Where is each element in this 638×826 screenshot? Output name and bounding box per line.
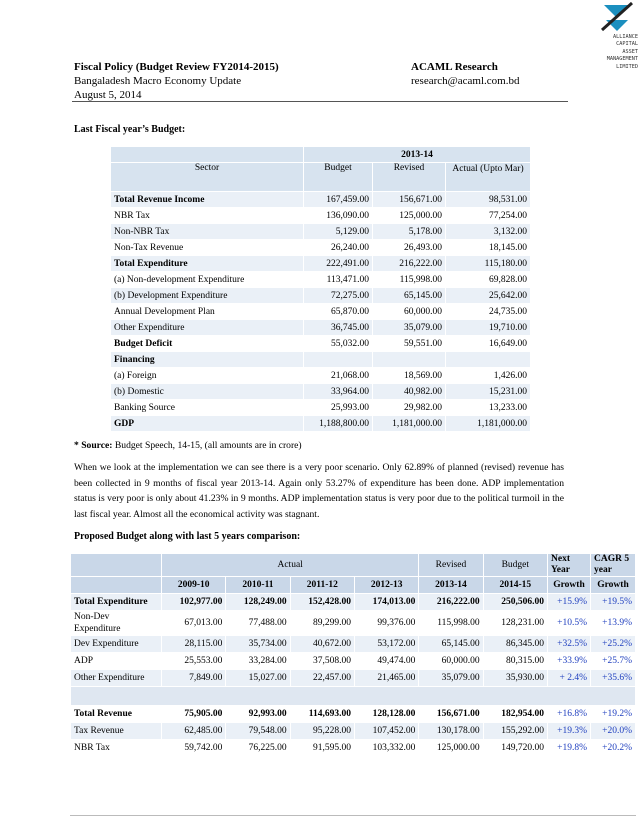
table-header-row [71,577,636,594]
logo-line: MANAGEMENT [606,56,638,63]
next-year-growth: +10.5% [548,611,591,636]
source-text: Budget Speech, 14-15, (all amounts are in crore) [112,440,302,451]
year-value: 76,225.00 [226,740,290,757]
year-value: 25,553.00 [162,653,226,670]
logo-mark-icon [600,2,634,32]
year-value: 156,671.00 [419,706,483,723]
year-value: 128,249.00 [226,594,290,611]
budget-value: 65,870.00 [304,304,373,320]
table-row [71,594,636,611]
table-row [111,400,531,416]
row-label: Dev Expenditure [71,636,162,653]
year-value: 182,954.00 [483,706,547,723]
analysis-paragraph: When we look at the implementation we can see there is a very poor scenario. Only 62.89% of planned (revised) revenue has been collected in 9 months of fiscal year 2013-14. Again only 53.27% of expenditure has been done. ADP implementation status is very poor is only about 41.23% in 9 months. ADP implementation status is very poor due to the political turmoil in the last fiscal year. Almost all the economical activity was stagnant. [74,462,564,520]
budget-value: 26,240.00 [304,240,373,256]
actual-value: 19,710.00 [446,320,531,336]
year-value: 53,172.00 [354,636,418,653]
actual-value: 98,531.00 [446,192,531,208]
revised-value: 29,982.00 [373,400,446,416]
revised-value: 26,493.00 [373,240,446,256]
budget-value: 113,471.00 [304,272,373,288]
budget-value: 21,068.00 [304,368,373,384]
budget-value: 1,188,800.00 [304,416,373,432]
revised-value: 1,181,000.00 [373,416,446,432]
spacer-row [71,687,636,706]
revised-header: Revised [373,163,446,192]
table-header-row [111,163,531,192]
table-row [111,304,531,320]
year-value: 59,742.00 [162,740,226,757]
source-note [74,440,302,451]
actual-value: 1,426.00 [446,368,531,384]
year-value: 62,485.00 [162,723,226,740]
year-value: 75,905.00 [162,706,226,723]
table-row [71,740,636,757]
table-row [71,611,636,636]
revised-value: 216,222.00 [373,256,446,272]
year-header: 2014-15 [483,577,547,594]
year-value: 67,013.00 [162,611,226,636]
table-row [111,384,531,400]
actual-value: 25,642.00 [446,288,531,304]
row-label: GDP [111,416,304,432]
budget-value: 72,275.00 [304,288,373,304]
cagr-growth: +19.2% [591,706,636,723]
year-header: 2013-14 [419,577,483,594]
table-row [71,706,636,723]
year-value: 35,930.00 [483,670,547,687]
cagr-growth: +35.6% [591,670,636,687]
row-label: Total Expenditure [111,256,304,272]
cagr-growth: +25.7% [591,653,636,670]
year-value: 102,977.00 [162,594,226,611]
year-value: 28,115.00 [162,636,226,653]
row-label: Annual Development Plan [111,304,304,320]
budget-value: 36,745.00 [304,320,373,336]
logo-line: ASSET [622,48,638,55]
research-contact [411,60,519,88]
year-value: 91,595.00 [290,740,354,757]
next-year-growth: +19.8% [548,740,591,757]
year-value: 250,506.00 [483,594,547,611]
revised-value [373,352,446,368]
next-year-growth: +33.9% [548,653,591,670]
logo-line: CAPITAL [616,41,638,48]
year-value: 49,474.00 [354,653,418,670]
cagr-growth: +20.2% [591,740,636,757]
logo-line: ALLIANCE [613,34,638,40]
report-title: Fiscal Policy (Budget Review FY2014-2015) [74,61,279,73]
revised-value: 40,982.00 [373,384,446,400]
revised-value: 156,671.00 [373,192,446,208]
row-label: (a) Foreign [111,368,304,384]
actual-value: 16,649.00 [446,336,531,352]
row-label: Total Expenditure [71,594,162,611]
actual-value: 115,180.00 [446,256,531,272]
next-year-growth: +15.9% [548,594,591,611]
year-value: 33,284.00 [226,653,290,670]
budget-value: 25,993.00 [304,400,373,416]
table-row [111,272,531,288]
year-header: 2009-10 [162,577,226,594]
table-row [111,320,531,336]
year-header: 2012-13 [354,577,418,594]
period-header: 2013-14 [304,147,531,163]
year-value: 65,145.00 [419,636,483,653]
year-value: 216,222.00 [419,594,483,611]
cagr-growth: +25.2% [591,636,636,653]
table-row [111,224,531,240]
last-budget-table [110,146,531,432]
header-divider [72,101,568,102]
year-value: 152,428.00 [290,594,354,611]
year-value: 15,027.00 [226,670,290,687]
logo-text [592,34,638,71]
revised-value: 59,551.00 [373,336,446,352]
year-value: 92,993.00 [226,706,290,723]
budget-value: 55,032.00 [304,336,373,352]
row-label: Other Expenditure [71,670,162,687]
budget-value [304,352,373,368]
table-row [71,723,636,740]
next-year-growth: + 2.4% [548,670,591,687]
table-row [111,192,531,208]
cagr-growth: +13.9% [591,611,636,636]
revised-value: 115,998.00 [373,272,446,288]
revised-value: 60,000.00 [373,304,446,320]
row-label: (a) Non-development Expenditure [111,272,304,288]
actual-group-header: Actual [162,554,419,577]
table-row [111,240,531,256]
year-header: 2010-11 [226,577,290,594]
comparison-table [70,553,636,757]
cagr-growth: +19.5% [591,594,636,611]
row-label: Total Revenue [71,706,162,723]
logo-line: LIMITED [616,63,638,70]
actual-value: 15,231.00 [446,384,531,400]
table-row [111,368,531,384]
year-value: 115,998.00 [419,611,483,636]
next-year-growth: +16.8% [548,706,591,723]
row-label: NBR Tax [71,740,162,757]
table-row [71,636,636,653]
year-value: 155,292.00 [483,723,547,740]
table-row [111,416,531,432]
row-label: Non-Tax Revenue [111,240,304,256]
footer-divider [70,815,636,816]
budget-value: 136,090.00 [304,208,373,224]
actual-value: 3,132.00 [446,224,531,240]
section-title-last-budget: Last Fiscal year’s Budget: [74,124,186,135]
row-label: ADP [71,653,162,670]
table-header-row [111,147,531,163]
revised-value: 65,145.00 [373,288,446,304]
year-value: 174,013.00 [354,594,418,611]
row-label: Other Expenditure [111,320,304,336]
year-value: 89,299.00 [290,611,354,636]
revised-value: 18,569.00 [373,368,446,384]
row-label: Financing [111,352,304,368]
row-label: Banking Source [111,400,304,416]
actual-value: 24,735.00 [446,304,531,320]
year-value: 37,508.00 [290,653,354,670]
budget-header: Budget [304,163,373,192]
year-value: 125,000.00 [419,740,483,757]
revised-group-header: Revised [419,554,483,577]
table-row [111,336,531,352]
year-value: 7,849.00 [162,670,226,687]
email-address: research@acaml.com.bd [411,75,520,87]
year-value: 149,720.00 [483,740,547,757]
growth-header: Growth [548,577,591,594]
report-header [74,60,279,102]
row-label: Non-NBR Tax [111,224,304,240]
budget-value: 33,964.00 [304,384,373,400]
budget-value: 5,129.00 [304,224,373,240]
table-row [111,288,531,304]
revised-value: 125,000.00 [373,208,446,224]
table-row [111,256,531,272]
year-value: 60,000.00 [419,653,483,670]
budget-value: 167,459.00 [304,192,373,208]
year-value: 95,228.00 [290,723,354,740]
growth-header: Growth [591,577,636,594]
year-header: 2011-12 [290,577,354,594]
year-value: 128,231.00 [483,611,547,636]
year-value: 80,315.00 [483,653,547,670]
report-subtitle: Bangaladesh Macro Economy Update [74,75,242,87]
table-row [71,653,636,670]
budget-group-header: Budget [483,554,547,577]
sector-header: Sector [111,163,304,192]
cagr-growth: +20.0% [591,723,636,740]
table-row [111,352,531,368]
row-label: (b) Development Expenditure [111,288,304,304]
year-value: 99,376.00 [354,611,418,636]
year-value: 22,457.00 [290,670,354,687]
year-value: 103,332.00 [354,740,418,757]
year-value: 114,693.00 [290,706,354,723]
table-row [71,670,636,687]
row-label: Budget Deficit [111,336,304,352]
row-label: (b) Domestic [111,384,304,400]
year-value: 35,734.00 [226,636,290,653]
company-logo [592,2,638,82]
cagr-header: CAGR 5 year [591,554,636,577]
actual-value: 18,145.00 [446,240,531,256]
actual-value: 77,254.00 [446,208,531,224]
table-header-row [71,554,636,577]
budget-value: 222,491.00 [304,256,373,272]
next-year-growth: +19.3% [548,723,591,740]
year-value: 86,345.00 [483,636,547,653]
row-label: NBR Tax [111,208,304,224]
actual-value: 69,828.00 [446,272,531,288]
year-value: 128,128.00 [354,706,418,723]
year-value: 77,488.00 [226,611,290,636]
year-value: 107,452.00 [354,723,418,740]
row-label: Non-Dev Expenditure [71,611,162,636]
row-label: Total Revenue Income [111,192,304,208]
section-title-comparison: Proposed Budget along with last 5 years comparison: [74,531,301,542]
org-name: ACAML Research [411,61,498,73]
report-date: August 5, 2014 [74,89,142,101]
year-value: 35,079.00 [419,670,483,687]
table-row [111,208,531,224]
actual-value: 13,233.00 [446,400,531,416]
row-label: Tax Revenue [71,723,162,740]
revised-value: 35,079.00 [373,320,446,336]
revised-value: 5,178.00 [373,224,446,240]
year-value: 21,465.00 [354,670,418,687]
actual-header: Actual (Upto Mar) [446,163,531,192]
actual-value: 1,181,000.00 [446,416,531,432]
next-year-growth: +32.5% [548,636,591,653]
year-value: 40,672.00 [290,636,354,653]
year-value: 79,548.00 [226,723,290,740]
year-value: 130,178.00 [419,723,483,740]
source-label: * Source: [74,440,113,451]
actual-value [446,352,531,368]
next-year-header: Next Year [548,554,591,577]
